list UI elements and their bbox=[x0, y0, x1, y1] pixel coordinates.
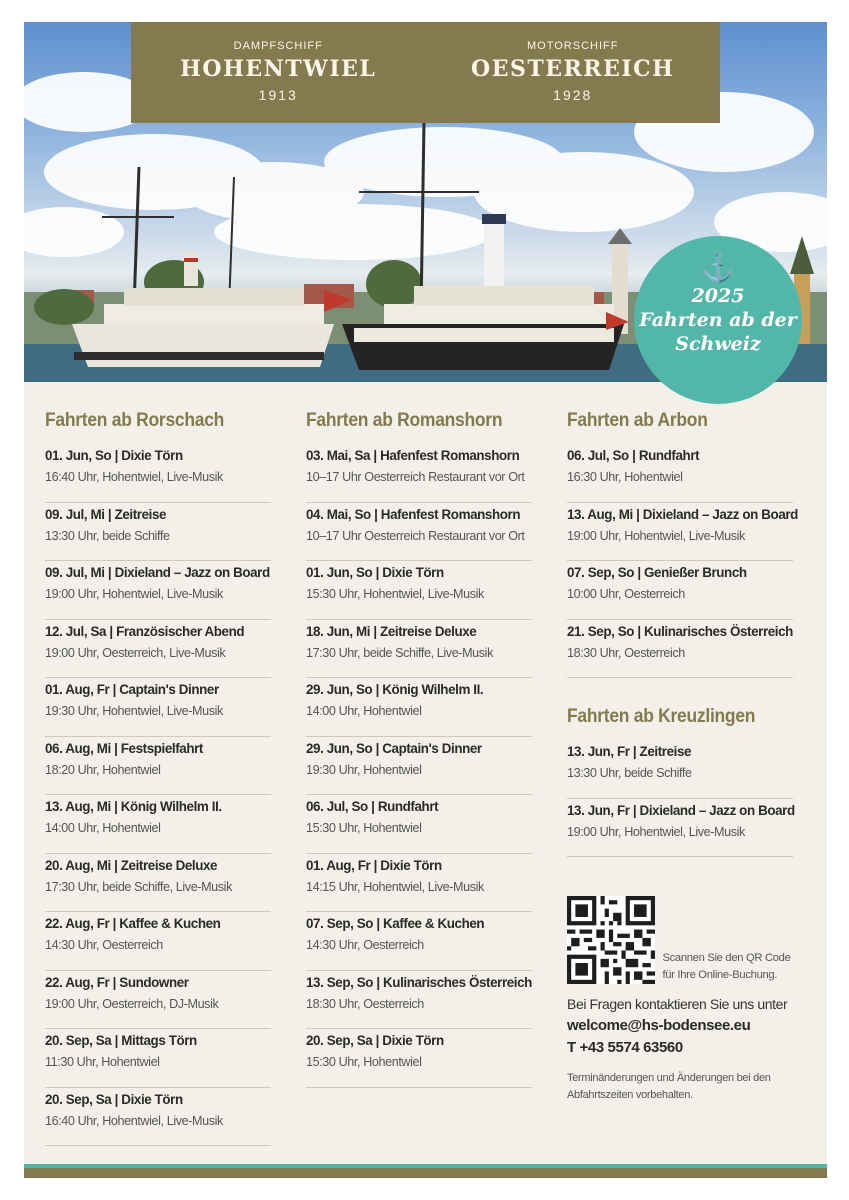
trip-detail: 15:30 Uhr, Hohentwiel bbox=[306, 1055, 422, 1069]
section-romanshorn bbox=[306, 410, 532, 1088]
trip-detail: 19:00 Uhr, Hohentwiel, Live-Musik bbox=[45, 587, 223, 601]
trip-title: 22. Aug, Fr | Sundowner bbox=[45, 974, 189, 990]
trip-entry bbox=[45, 1029, 271, 1088]
trip-entry bbox=[567, 740, 793, 799]
trip-title: 13. Aug, Mi | Dixieland – Jazz on Board bbox=[567, 506, 798, 522]
trip-title: 13. Aug, Mi | König Wilhelm II. bbox=[45, 799, 222, 814]
trip-title: 20. Sep, Sa | Dixie Törn bbox=[306, 1033, 444, 1048]
trip-entry bbox=[306, 795, 532, 854]
trip-entry bbox=[306, 1029, 532, 1088]
section-title: Fahrten ab Romanshorn bbox=[306, 410, 503, 431]
trip-detail: 19:00 Uhr, Hohentwiel, Live-Musik bbox=[567, 824, 745, 839]
trip-title: 01. Aug, Fr | Captain's Dinner bbox=[45, 682, 219, 697]
trip-title: 09. Jul, Mi | Zeitreise bbox=[45, 506, 167, 522]
qr-caption bbox=[662, 950, 790, 984]
trip-detail: 15:30 Uhr, Hohentwiel bbox=[306, 821, 422, 835]
trip-title: 06. Jul, So | Rundfahrt bbox=[306, 799, 439, 814]
trip-entry bbox=[567, 561, 793, 620]
trip-title: 22. Aug, Fr | Kaffee & Kuchen bbox=[45, 916, 221, 931]
contact-info bbox=[567, 996, 807, 1056]
trip-detail: 19:00 Uhr, Oesterreich, DJ-Musik bbox=[45, 996, 219, 1011]
anchor-icon: ⚓ bbox=[700, 251, 736, 284]
trip-title: 01. Jun, So | Dixie Törn bbox=[306, 565, 444, 580]
ship-year: 1928 bbox=[553, 87, 593, 103]
trip-entry bbox=[45, 971, 271, 1030]
trip-entry bbox=[45, 912, 271, 971]
trip-title: 21. Sep, So | Kulinarisches Österreich bbox=[567, 623, 793, 639]
trip-entry bbox=[306, 561, 532, 620]
trip-detail: 14:30 Uhr, Oesterreich bbox=[306, 938, 424, 952]
trip-detail: 10–17 Uhr Oesterreich Restaurant vor Ort bbox=[306, 470, 525, 484]
trip-entry bbox=[306, 503, 532, 562]
trip-entry bbox=[45, 1088, 271, 1147]
booking-info bbox=[567, 896, 807, 1104]
trip-title: 13. Jun, Fr | Dixieland – Jazz on Board bbox=[567, 802, 795, 818]
trip-title: 20. Aug, Mi | Zeitreise Deluxe bbox=[45, 857, 218, 873]
trip-detail: 14:00 Uhr, Hohentwiel bbox=[45, 821, 161, 835]
qr-code[interactable] bbox=[567, 896, 655, 984]
trip-detail: 10–17 Uhr Oesterreich Restaurant vor Ort bbox=[306, 528, 525, 543]
ship-name: HOHENTWIEL bbox=[180, 56, 377, 82]
trip-title: 01. Aug, Fr | Dixie Törn bbox=[306, 857, 442, 873]
trip-title: 29. Jun, So | König Wilhelm II. bbox=[306, 682, 484, 697]
flyer-page bbox=[24, 22, 827, 1178]
qr-caption-line: für Ihre Online-Buchung. bbox=[662, 969, 778, 981]
ship-name: OESTERREICH bbox=[471, 56, 675, 82]
trip-title: 18. Jun, Mi | Zeitreise Deluxe bbox=[306, 623, 477, 639]
trip-title: 09. Jul, Mi | Dixieland – Jazz on Board bbox=[45, 565, 270, 580]
section-arbon-kreuzlingen bbox=[567, 410, 798, 857]
trip-entry bbox=[45, 678, 271, 737]
trip-detail: 14:00 Uhr, Hohentwiel bbox=[306, 704, 422, 718]
trip-detail: 19:00 Uhr, Hohentwiel, Live-Musik bbox=[567, 528, 745, 543]
trip-entry bbox=[306, 854, 532, 913]
trip-title: 03. Mai, Sa | Hafenfest Romanshorn bbox=[306, 448, 520, 463]
trip-entry bbox=[306, 678, 532, 737]
trip-entry bbox=[567, 444, 793, 503]
trip-detail: 16:30 Uhr, Hohentwiel bbox=[567, 470, 683, 484]
contact-intro: Bei Fragen kontaktieren Sie uns unter bbox=[567, 996, 788, 1012]
trip-entry bbox=[45, 737, 271, 796]
trip-title: 06. Aug, Mi | Festspielfahrt bbox=[45, 740, 203, 756]
trip-title: 01. Jun, So | Dixie Törn bbox=[45, 448, 183, 463]
trip-entry bbox=[45, 561, 271, 620]
trip-title: 07. Sep, So | Genießer Brunch bbox=[567, 565, 747, 580]
qr-caption-line: Scannen Sie den QR Code bbox=[662, 952, 791, 964]
trip-list bbox=[567, 740, 793, 857]
contact-email-link[interactable]: welcome@hs-bodensee.eu bbox=[567, 1017, 751, 1034]
trip-list bbox=[567, 444, 798, 678]
badge-year: 2025 bbox=[691, 285, 745, 307]
trip-detail: 18:30 Uhr, Oesterreich bbox=[306, 996, 424, 1011]
trip-detail: 15:30 Uhr, Hohentwiel, Live-Musik bbox=[306, 587, 484, 601]
trip-detail: 19:30 Uhr, Hohentwiel bbox=[306, 762, 422, 777]
trip-detail: 16:40 Uhr, Hohentwiel, Live-Musik bbox=[45, 1113, 223, 1128]
footer-stripe bbox=[24, 1164, 827, 1178]
section-title: Fahrten ab Arbon bbox=[567, 410, 708, 431]
trip-entry bbox=[306, 912, 532, 971]
trip-detail: 17:30 Uhr, beide Schiffe, Live-Musik bbox=[306, 645, 493, 660]
trip-detail: 10:00 Uhr, Oesterreich bbox=[567, 587, 685, 601]
brand-header bbox=[131, 22, 720, 123]
trip-detail: 14:15 Uhr, Hohentwiel, Live-Musik bbox=[306, 879, 484, 894]
trip-entry bbox=[306, 620, 532, 679]
trip-entry bbox=[306, 444, 532, 503]
trip-title: 20. Sep, Sa | Dixie Törn bbox=[45, 1091, 183, 1107]
section-title: Fahrten ab Kreuzlingen bbox=[567, 706, 756, 727]
trip-detail: 17:30 Uhr, beide Schiffe, Live-Musik bbox=[45, 879, 232, 894]
trip-title: 20. Sep, Sa | Mittags Törn bbox=[45, 1033, 197, 1048]
note-line: Abfahrtszeiten vorbehalten. bbox=[567, 1089, 693, 1101]
trip-entry bbox=[306, 737, 532, 796]
trip-list bbox=[306, 444, 532, 1088]
trip-entry bbox=[567, 620, 793, 679]
trip-title: 29. Jun, So | Captain's Dinner bbox=[306, 740, 482, 756]
brand-ship-hohentwiel bbox=[131, 22, 426, 123]
badge-line: Schweiz bbox=[675, 333, 761, 355]
trip-entry bbox=[567, 799, 793, 858]
section-title: Fahrten ab Rorschach bbox=[45, 410, 225, 431]
trip-entry bbox=[45, 444, 271, 503]
trip-title: 06. Jul, So | Rundfahrt bbox=[567, 448, 700, 463]
trip-detail: 13:30 Uhr, beide Schiffe bbox=[567, 766, 692, 780]
trip-detail: 11:30 Uhr, Hohentwiel bbox=[45, 1055, 160, 1069]
trip-detail: 18:30 Uhr, Oesterreich bbox=[567, 645, 685, 660]
trip-detail: 13:30 Uhr, beide Schiffe bbox=[45, 528, 170, 543]
trip-entry bbox=[306, 971, 532, 1030]
trip-entry bbox=[567, 503, 798, 562]
ship-kind: DAMPFSCHIFF bbox=[233, 40, 323, 52]
trip-entry bbox=[45, 854, 271, 913]
ship-year: 1913 bbox=[258, 87, 298, 103]
ship-kind: MOTORSCHIFF bbox=[527, 40, 619, 52]
trip-list bbox=[45, 444, 271, 1146]
note-line: Terminänderungen und Änderungen bei den bbox=[567, 1072, 771, 1084]
trip-title: 12. Jul, Sa | Französischer Abend bbox=[45, 623, 245, 639]
trip-detail: 19:30 Uhr, Hohentwiel, Live-Musik bbox=[45, 704, 223, 718]
trip-title: 13. Jun, Fr | Zeitreise bbox=[567, 744, 692, 759]
trip-detail: 16:40 Uhr, Hohentwiel, Live-Musik bbox=[45, 470, 223, 484]
trip-detail: 18:20 Uhr, Hohentwiel bbox=[45, 762, 161, 777]
trip-title: 07. Sep, So | Kaffee & Kuchen bbox=[306, 916, 485, 931]
brand-ship-oesterreich bbox=[426, 22, 721, 123]
trip-title: 13. Sep, So | Kulinarisches Österreich bbox=[306, 974, 532, 990]
trip-detail: 19:00 Uhr, Oesterreich, Live-Musik bbox=[45, 645, 226, 660]
trip-detail: 14:30 Uhr, Oesterreich bbox=[45, 938, 163, 952]
contact-phone-link[interactable]: T +43 5574 63560 bbox=[567, 1039, 683, 1056]
trip-entry bbox=[45, 620, 271, 679]
badge-line: Fahrten ab der bbox=[639, 309, 797, 331]
trip-title: 04. Mai, So | Hafenfest Romanshorn bbox=[306, 506, 521, 522]
season-badge bbox=[634, 236, 802, 404]
disclaimer-note bbox=[567, 1070, 807, 1104]
trip-entry bbox=[45, 795, 271, 854]
section-rorschach bbox=[45, 410, 271, 1146]
trip-entry bbox=[45, 503, 271, 562]
